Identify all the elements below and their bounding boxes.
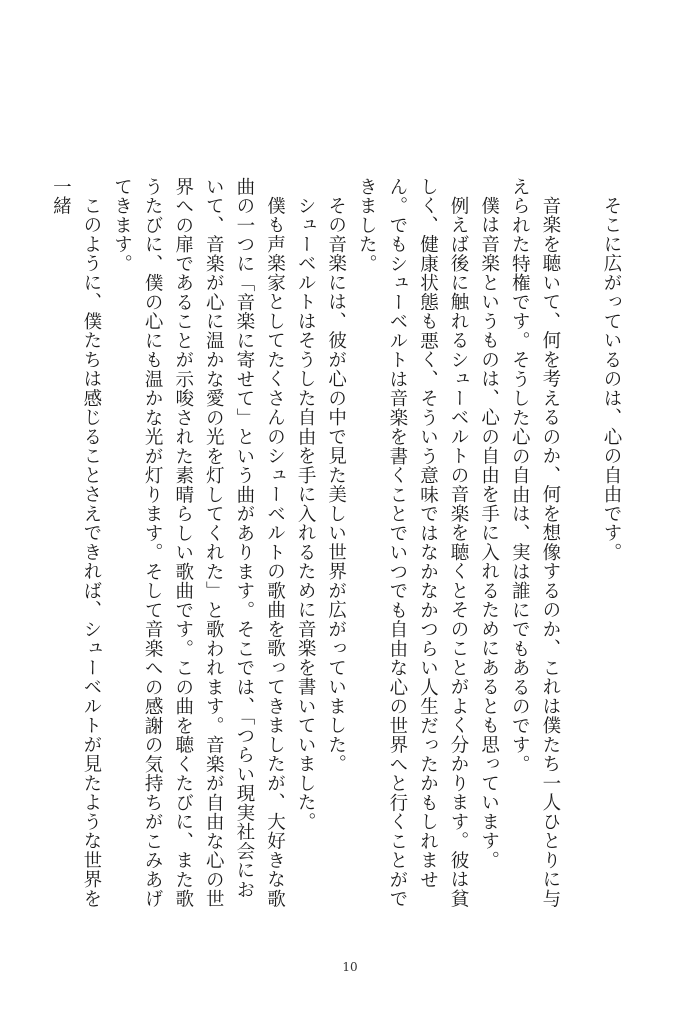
page-number: 10	[342, 960, 358, 974]
paragraph: このように、僕たちは感じることさえできれば、シューベルトが見たような世界を一緒	[50, 177, 102, 908]
vertical-text-body	[50, 177, 626, 917]
paragraph-spacer	[565, 177, 596, 917]
paragraph: 音楽を聴いて、何を考えるのか、何を想像するのか、これは僕たち一人ひとりに与えられた特権です。そうした心の自由は、実は誰にでもあるのです。	[509, 177, 561, 908]
paragraph: シューベルトはそうした自由を手に入れるために音楽を書いていました。	[295, 195, 317, 831]
paragraph: 僕も声楽家としてたくさんのシューベルトの歌曲を歌ってきましたが、大好きな歌曲の一つに「音楽に寄せて」という曲があります。そこでは、「つらい現実社会において、音楽が心に温かな愛の光を灯してくれた」と歌われます。音楽が自由な心の世界への扉であることが示唆された素晴らしい歌曲です。この曲を聴くたびに、また歌うたびに、僕の心にも温かな光が灯ります。そして音楽への感謝の気持ちがこみあげてきます。	[111, 177, 286, 909]
paragraph: 僕は音楽というものは、心の自由を手に入れるためにあるとも思っています。	[478, 195, 500, 870]
paragraph: その音楽には、彼が心の中で見た美しい世界が広がっていました。	[325, 195, 347, 773]
paragraph: 例えば後に触れるシューベルトの音楽を聴くとそのことがよく分かります。彼は貧しく、健康状態も悪く、そういう意味ではなかなかつらい人生だったかもしれません。でもシューベルトは音楽を書くことでいつでも自由な心の世界へと行くことができました。	[356, 177, 470, 909]
paragraph: そこに広がっているのは、心の自由です。	[601, 195, 622, 562]
